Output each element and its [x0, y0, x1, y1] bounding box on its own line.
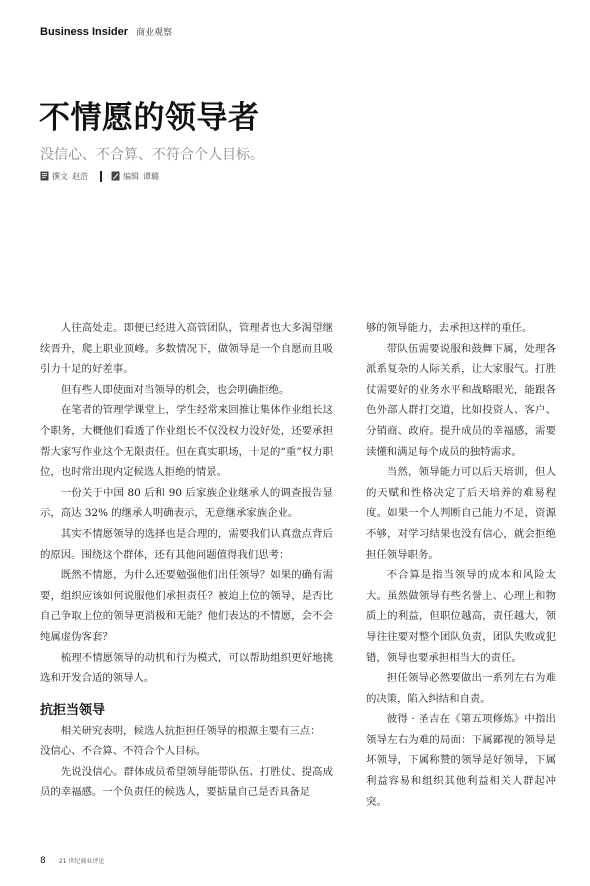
paragraph: 但有些人即使面对当领导的机会，也会明确拒绝。 — [60, 383, 290, 396]
paragraph: 当然，领导能力可以后天培训，但人的天赋和性格决定了后天培养的难易程度。如果一个人判断自己能力不足，资源不够，对学习结果也没有信心，就会拒绝担任领导职务。 — [366, 466, 556, 561]
section-label: 商业观察 — [136, 28, 173, 38]
paragraph: 担任领导必然要做出一系列左右为难的决策，陷入纠结和自责。 — [366, 672, 556, 705]
magazine-header — [40, 20, 172, 36]
page-footer — [40, 848, 104, 867]
paragraph: 彼得 · 圣吉在《第五项修炼》中指出领导左右为难的局面：下属鄙视的领导是坏领导，下属称赞的领导是好领导，下属利益容易和组织其他利益相关人群起冲突。 — [366, 713, 556, 808]
paragraph: 没信心、不合算、不符合个人目标。 — [40, 745, 207, 758]
editor-name: 谭璐 — [143, 171, 159, 181]
article-column-left — [40, 318, 333, 803]
article-column-right — [366, 318, 556, 812]
paragraph: 梳理不情愿领导的动机和行为模式，可以帮助组织更好地挑选和开发合适的领导人。 — [40, 651, 333, 685]
brand-label: Business Insider — [40, 26, 129, 38]
paragraph: 带队伍需要说服和鼓舞下属，处理各派系复杂的人际关系，让大家服气。打胜仗需要好的业务水平和战略眼光，能跟各色外部人群打交道，比如投资人、客户、分销商、政府。提升成员的幸福感，需要读懂和满足每个成员的独特需求。 — [366, 342, 556, 458]
byline — [40, 170, 159, 182]
paragraph: 人往高处走。即便已经进入高管团队，管理者也大多渴望继续晋升，爬上职业顶峰。多数情况下，做领导是一个自愿而且吸引力十足的好差事。 — [40, 322, 333, 376]
writer-icon — [40, 171, 49, 181]
editor-label: 编辑 — [123, 171, 139, 181]
writer-label: 撰文 — [52, 171, 68, 181]
writer-name: 赵浩 — [72, 171, 88, 181]
paragraph: 够的领导能力，去承担这样的重任。 — [366, 322, 533, 334]
paragraph: 不合算是指当领导的成本和风险太大。虽然做领导有些名誉上、心理上和物质上的利益，但职位越高，责任越大，领导往往要对整个团队负责，团队失败或犯错，领导也要承担相当大的责任。 — [366, 569, 556, 664]
article-subtitle: 没信心、不合算、不符合个人目标。 — [40, 147, 264, 163]
paragraph: 先说没信心。群体成员希望领导能带队伍、打胜仗、提高成员的幸福感。一个负责任的候选人，要掂量自己是否具备足 — [40, 765, 333, 799]
article-title: 不情愿的领导者 — [39, 100, 260, 136]
paragraph: 在笔者的管理学课堂上，学生经常来回推让集体作业组长这个职务，大概他们看透了作业组长不仅没权力没好处，还要承担帮大家写作业这个无限责任。但在真实职场，十足的“重”权力职位，也时常出现内定候选人拒绝的情景。 — [40, 404, 333, 479]
paragraph: 一份关于中国 80 后和 90 后家族企业继承人的调查报告显示，高达 32% 的继承人明确表示，无意继承家族企业。 — [40, 486, 333, 520]
section-heading: 抗拒当领导 — [40, 702, 106, 718]
paragraph: 既然不情愿，为什么还要勉强他们出任领导？如果的确有需要，组织应该如何说服他们承担责任？被迫上位的领导，是否比自己争取上位的领导更消极和无能？他们表达的不情愿，会不会纯属虚伪客套？ — [40, 569, 333, 643]
byline-divider — [100, 171, 102, 182]
publication-name: 21 世纪商业评论 — [58, 858, 105, 865]
editor-icon — [111, 171, 120, 181]
page-number: 8 — [40, 856, 46, 866]
paragraph: 其实不情愿领导的选择也是合理的，需要我们认真盘点背后的原因。围绕这个群体，还有其他问题值得我们思考： — [40, 527, 333, 561]
paragraph: 相关研究表明，候选人抗拒担任领导的根源主要有三点： — [60, 724, 321, 737]
